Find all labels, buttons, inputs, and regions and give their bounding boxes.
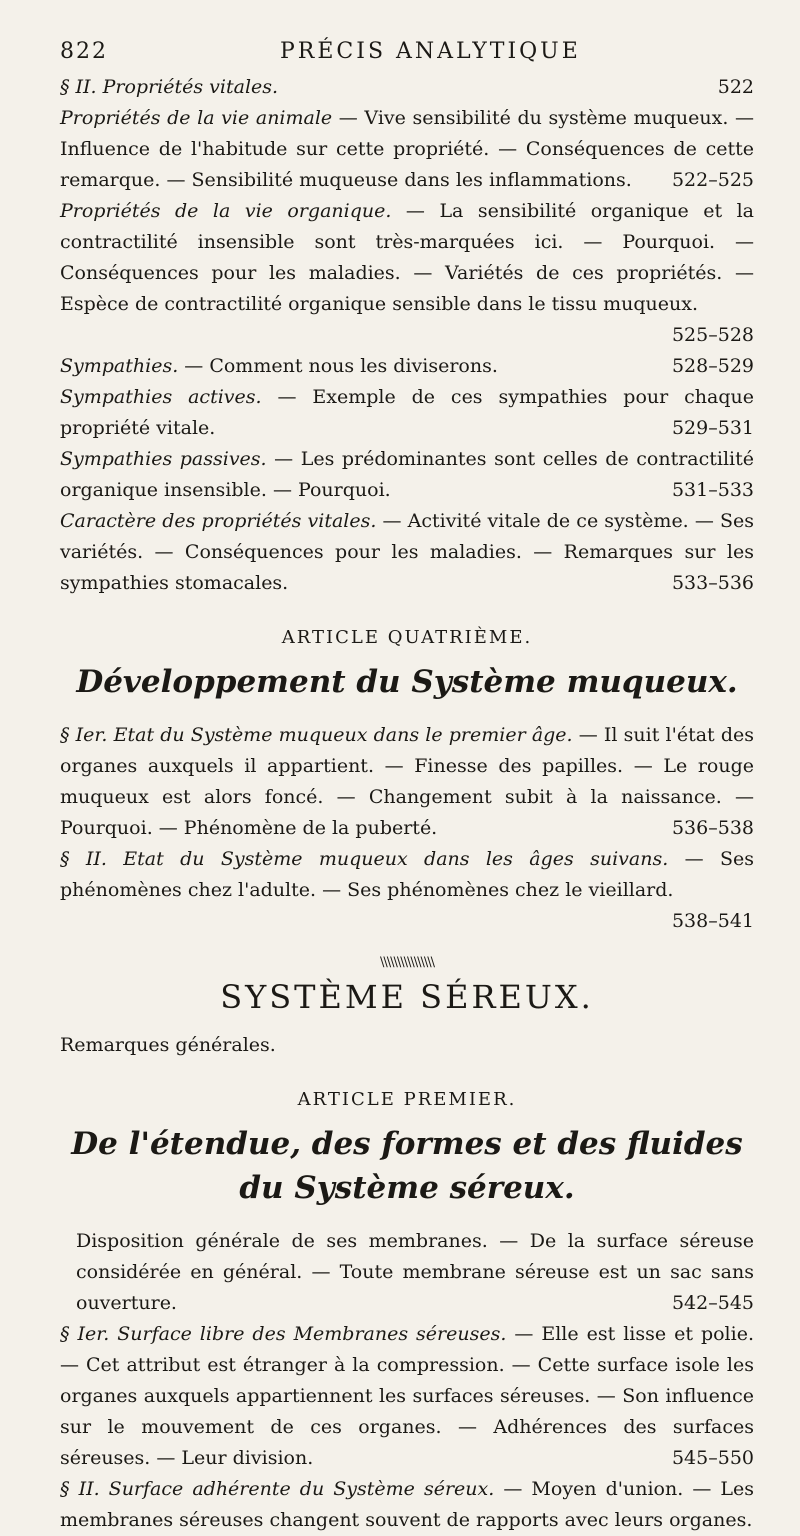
article-four-entries <box>60 720 754 937</box>
entry-vital-properties <box>60 72 754 103</box>
entry-heading: § Ier. Surface libre des Membranes séreuses. <box>60 1323 507 1345</box>
entry-page-range: 536–538 <box>671 817 754 839</box>
entry-organic-life <box>60 196 754 351</box>
entry-heading: § II. Propriétés vitales. <box>60 76 279 98</box>
entry-text: Disposition générale de ses membranes. — De la surface séreuse considérée en général. — Toute membrane séreuse est un sac sans ouverture. <box>76 1230 754 1314</box>
running-title: PRÉCIS ANALYTIQUE <box>280 39 581 64</box>
ornament-divider: \\\\\\\\\\\\\\\\ <box>379 955 435 970</box>
article-four-title: Développement du Système muqueux. <box>76 664 738 700</box>
article-one-entries <box>60 1226 754 1536</box>
entry-heading: Sympathies actives. <box>60 386 262 408</box>
article-one-title: De l'étendue, des formes et des fluides du Système séreux. <box>71 1126 743 1206</box>
running-head <box>60 38 754 66</box>
page-number: 822 <box>60 39 108 64</box>
entry-text: — Les prédominantes sont celles de contractilité organique insensible. — Pourquoi. <box>60 448 754 501</box>
entry-page-range: 522 <box>717 76 754 98</box>
entry-text: — La sensibilité organique et la contractilité insensible sont très-marquées ici. — Pourquoi. — Conséquences pour les maladies. — Variétés de ces propriétés. — Espèce de contractilité organique sensible dans le tissu muqueux. <box>60 200 754 315</box>
entry-heading: Propriétés de la vie animale <box>60 107 333 129</box>
entry-text: — Vive sensibilité du système muqueux. — Influence de l'habitude sur cette propriété. — Conséquences de cette remarque. — Sensibilité muqueuse dans les inflammations. <box>60 107 754 191</box>
entry-text: — Elle est lisse et polie. — Cet attribut est étranger à la compression. — Cette surface isole les organes auxquels appartiennent les surfaces séreuses. — Son influence sur le mouvement de ces organes. — Adhérences des surfaces séreuses. — Leur division. <box>60 1323 754 1469</box>
entry-page-range: 525–528 <box>671 324 754 346</box>
entry-passive-sympathies <box>60 444 754 506</box>
entry-free-surface <box>60 1319 754 1474</box>
entry-page-range: 531–533 <box>671 479 754 501</box>
entry-heading: Sympathies. <box>60 355 179 377</box>
entry-heading: § II. Etat du Système muqueux dans les âges suivans. <box>60 848 669 870</box>
entry-text: — Exemple de ces sympathies pour chaque propriété vitale. <box>60 386 754 439</box>
entry-page-range: 542–545 <box>671 1292 754 1314</box>
entry-animal-life <box>60 103 754 196</box>
entry-heading: § Ier. Etat du Système muqueux dans le premier âge. <box>60 724 573 746</box>
entry-page-range: 522–525 <box>671 169 754 191</box>
article-one-heading: ARTICLE PREMIER. <box>297 1089 517 1110</box>
entry-following-ages <box>60 844 754 937</box>
entry-page-range: 528–529 <box>671 355 754 377</box>
entry-heading: Propriétés de la vie organique. <box>60 200 392 222</box>
general-remarks: Remarques générales. <box>60 1034 276 1056</box>
entry-page-range: 545–550 <box>671 1447 754 1469</box>
entry-heading: Sympathies passives. <box>60 448 267 470</box>
entry-sympathies <box>60 351 754 382</box>
entry-text: — Il suit l'état des organes auxquels il appartient. — Finesse des papilles. — Le rouge muqueux est alors foncé. — Changement subit à la naissance. — Pourquoi. — Phénomène de la puberté. <box>60 724 754 839</box>
entry-text: — Ses phénomènes chez l'adulte. — Ses phénomènes chez le vieillard. <box>60 848 754 901</box>
entry-page-range: 529–531 <box>671 417 754 439</box>
top-entries <box>60 72 754 599</box>
entry-heading: Caractère des propriétés vitales. <box>60 510 377 532</box>
entry-general-disposition <box>60 1226 754 1319</box>
entry-first-age <box>60 720 754 844</box>
entry-page-range: 533–536 <box>671 572 754 594</box>
entry-page-range: 538–541 <box>671 910 754 932</box>
system-title: SYSTÈME SÉREUX. <box>220 978 594 1016</box>
article-four-heading: ARTICLE QUATRIÈME. <box>281 627 533 648</box>
entry-heading: § II. Surface adhérente du Système séreux. <box>60 1478 495 1500</box>
entry-text: — Activité vitale de ce système. — Ses variétés. — Conséquences pour les maladies. — Remarques sur les sympathies stomacales. <box>60 510 754 594</box>
entry-active-sympathies <box>60 382 754 444</box>
entry-text: — Comment nous les diviserons. <box>178 355 498 377</box>
entry-text: — Moyen d'union. — Les membranes séreuses changent souvent de rapports avec leurs organes. <box>60 1478 754 1531</box>
entry-character-vital-properties <box>60 506 754 599</box>
entry-adherent-surface <box>60 1474 754 1536</box>
